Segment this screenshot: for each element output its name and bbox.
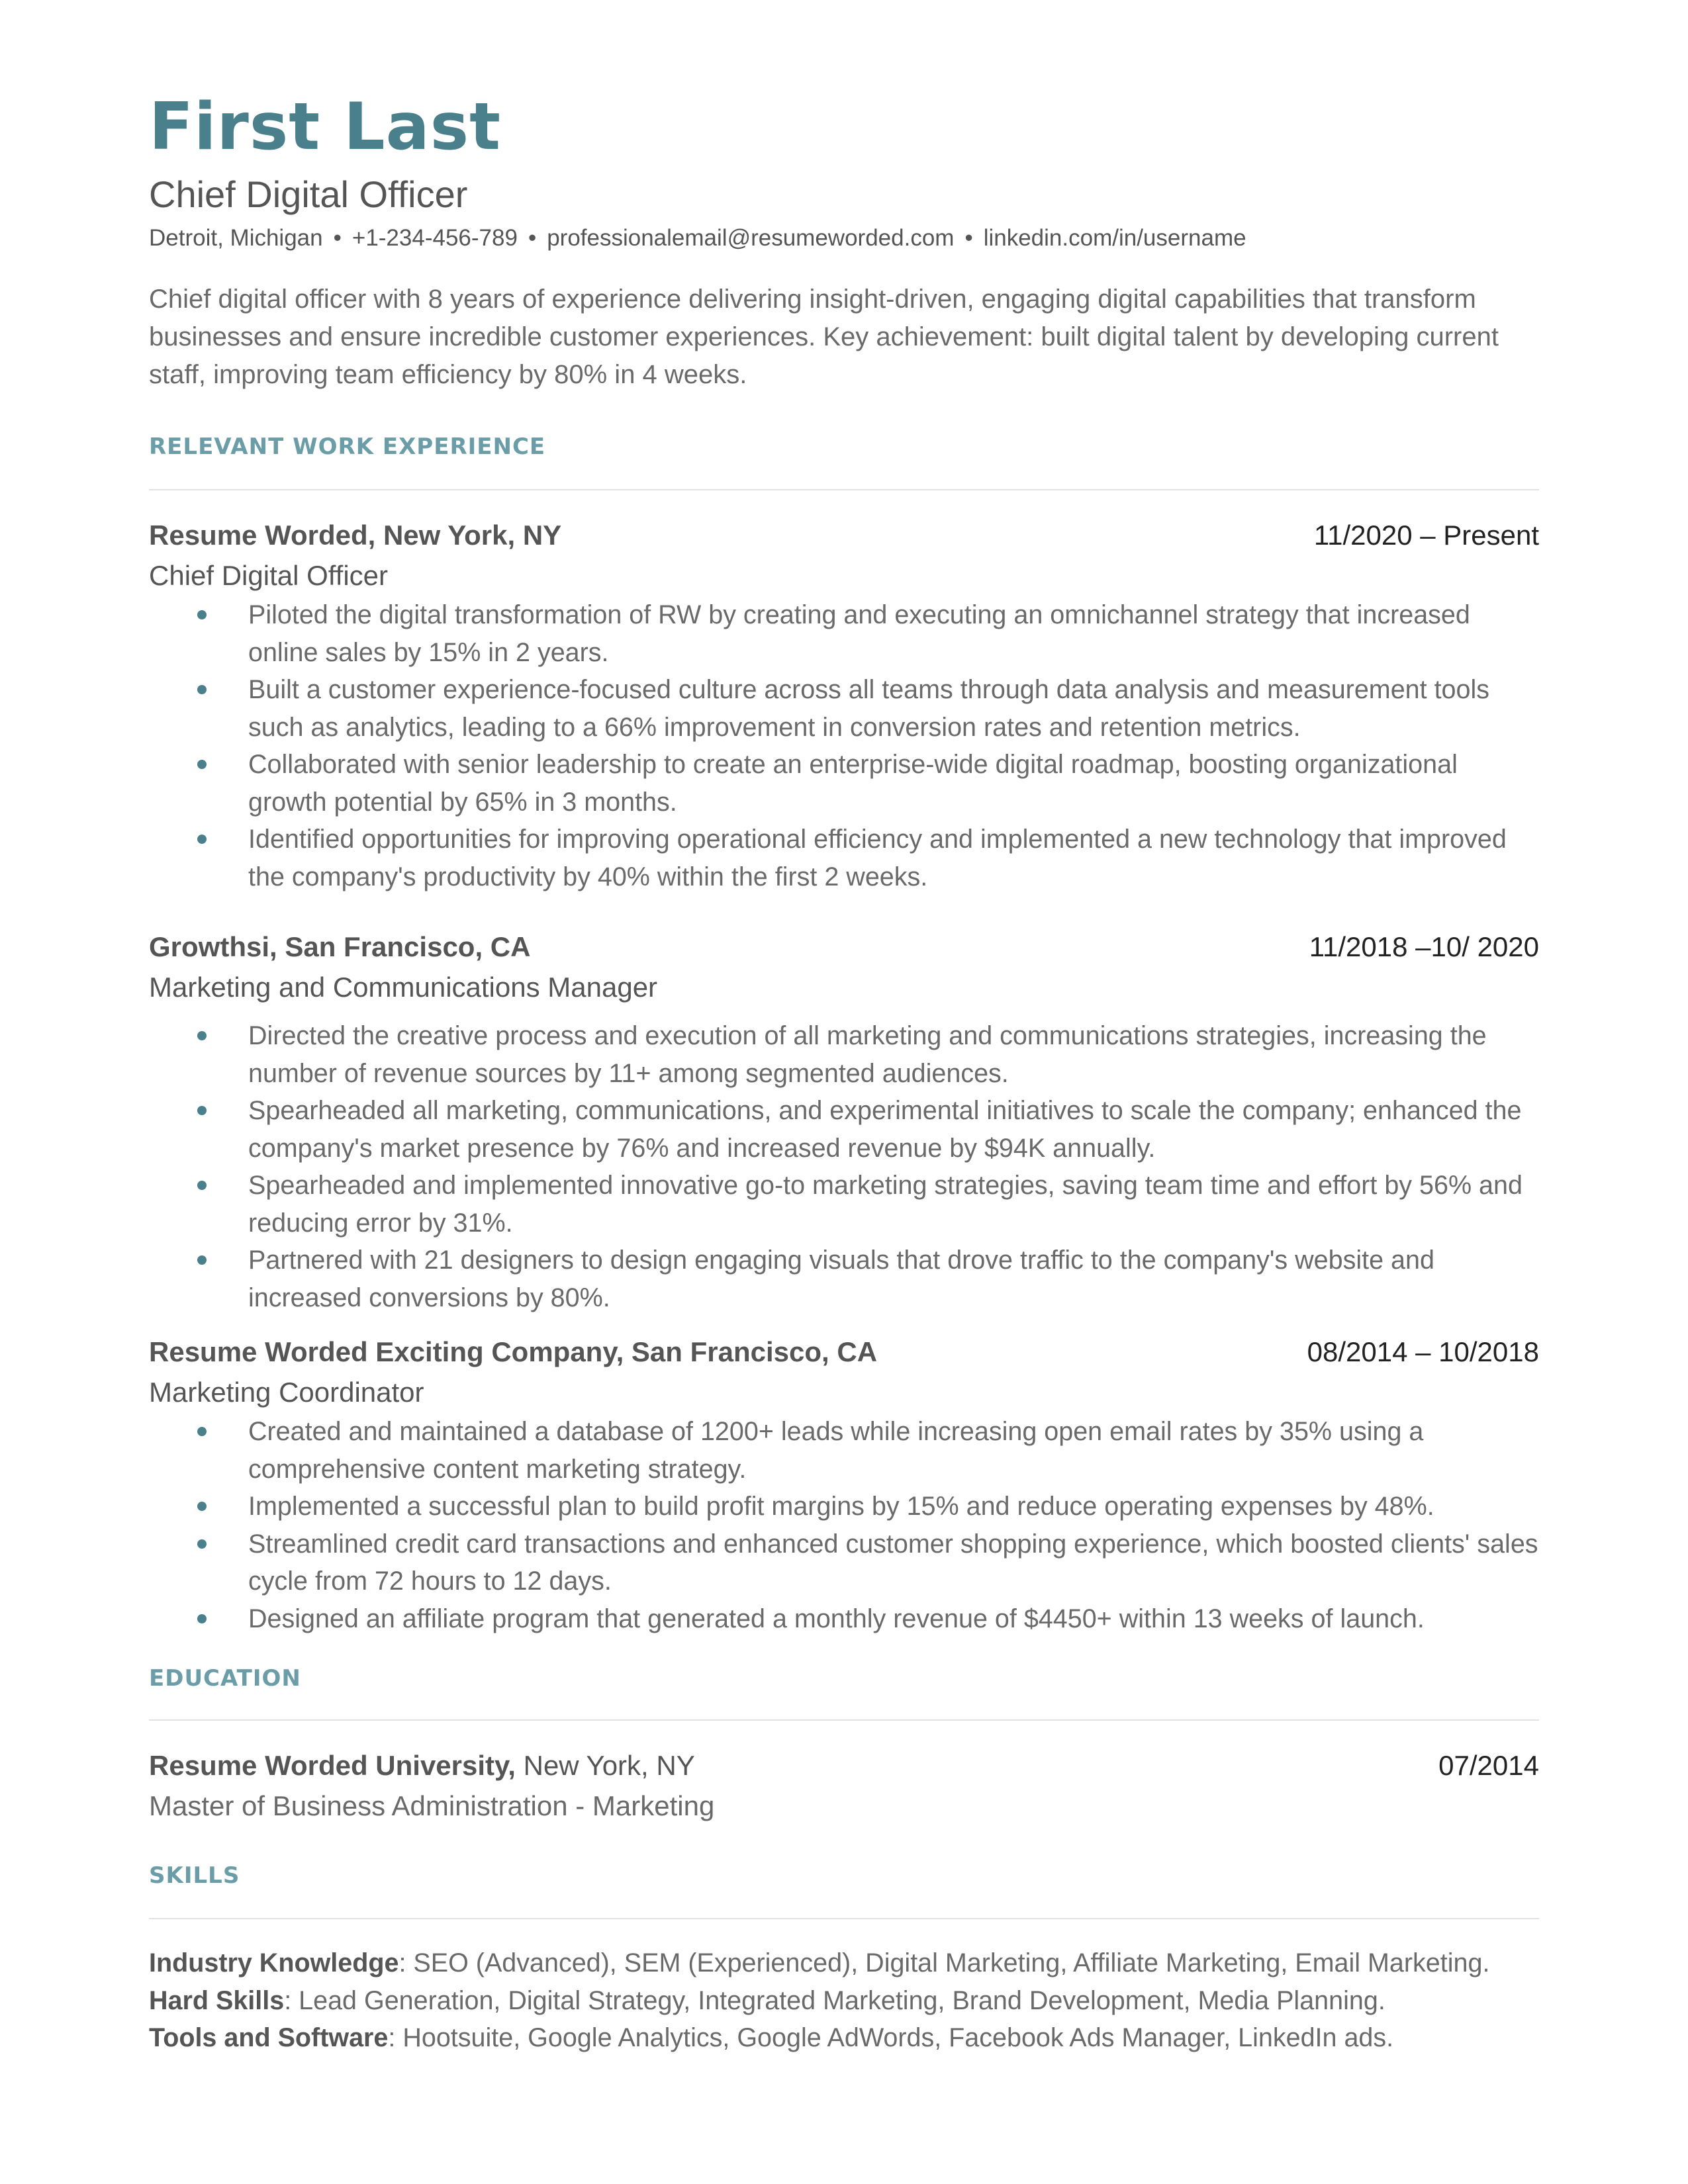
job-role: Marketing and Communications Manager [149, 972, 658, 1003]
section-divider [149, 489, 1539, 490]
job-role: Chief Digital Officer [149, 560, 389, 591]
job-header [149, 1332, 1539, 1372]
section-divider [149, 1918, 1539, 1919]
job-bullet: Collaborated with senior leadership to create an enterprise-wide digital roadmap, boosting organizational growth potential by 65% in 3 months. [248, 746, 1539, 821]
skill-row [149, 1944, 1539, 1982]
skill-label: Tools and Software [149, 2023, 389, 2052]
job-entry [149, 927, 1539, 1316]
job-bullet: Partnered with 21 designers to design engaging visuals that drove traffic to the company's website and increased conversions by 80%. [248, 1242, 1539, 1316]
job-bullet: Implemented a successful plan to build profit margins by 15% and reduce operating expenses by 48%. [248, 1488, 1539, 1525]
job-dates: 11/2018 –10/ 2020 [1309, 931, 1539, 962]
job-bullet: Designed an affiliate program that generated a monthly revenue of $4450+ within 13 weeks of launch. [248, 1600, 1539, 1638]
contact-phone: +1-234-456-789 [352, 225, 518, 251]
job-bullet: Spearheaded all marketing, communications, and experimental initiatives to scale the company; enhanced the company's market presence by 76% and increased revenue by $94K annually. [248, 1092, 1539, 1167]
job-bullet: Created and maintained a database of 1200+ leads while increasing open email rates by 35% using a comprehensive content marketing strategy. [248, 1413, 1539, 1488]
job-role: Marketing Coordinator [149, 1377, 424, 1408]
experience-heading: RELEVANT WORK EXPERIENCE [149, 433, 546, 460]
professional-summary: Chief digital officer with 8 years of experience delivering insight-driven, engaging digital capabilities that transform businesses and ensure incredible customer experiences. Key achievement: built digital talent by developing current staff, improving team efficiency by 80% in 4 weeks. [149, 285, 1499, 389]
job-company: Resume Worded, New York, NY [149, 520, 562, 551]
skill-value: : Lead Generation, Digital Strategy, Integrated Marketing, Brand Development, Media Planning. [284, 1985, 1385, 2015]
skills-list [149, 1944, 1539, 2057]
job-dates: 08/2014 – 10/2018 [1307, 1336, 1539, 1367]
contact-separator: • [333, 225, 342, 251]
skill-row [149, 1982, 1539, 2020]
education-date: 07/2014 [1438, 1750, 1539, 1781]
job-entry [149, 1332, 1539, 1637]
education-school-line [149, 1746, 695, 1786]
job-company: Growthsi, San Francisco, CA [149, 931, 531, 962]
contact-separator: • [964, 225, 973, 251]
contact-location: Detroit, Michigan [149, 225, 323, 251]
education-school: Resume Worded University, [149, 1750, 516, 1781]
job-bullets [149, 1017, 1539, 1316]
education-degree: Master of Business Administration - Marketing [149, 1790, 715, 1821]
candidate-title: Chief Digital Officer [149, 173, 468, 215]
skill-label: Industry Knowledge [149, 1948, 399, 1978]
skill-value: : SEO (Advanced), SEM (Experienced), Digital Marketing, Affiliate Marketing, Email Marketing. [399, 1948, 1490, 1978]
job-bullet: Built a customer experience-focused culture across all teams through data analysis and measurement tools such as analytics, leading to a 66% improvement in conversion rates and retention metrics. [248, 671, 1539, 746]
job-header [149, 516, 1539, 555]
job-bullet: Spearheaded and implemented innovative go-to marketing strategies, saving team time and effort by 56% and reducing error by 31%. [248, 1167, 1539, 1242]
job-bullets [149, 1413, 1539, 1637]
skill-label: Hard Skills [149, 1985, 285, 2015]
education-heading: EDUCATION [149, 1665, 301, 1692]
contact-email: professionalemail@resumeworded.com [547, 225, 955, 251]
job-bullet: Piloted the digital transformation of RW by creating and executing an omnichannel strategy that increased online sales by 15% in 2 years. [248, 596, 1539, 671]
education-header [149, 1746, 1539, 1786]
education-location: New York, NY [515, 1750, 695, 1781]
job-entry [149, 516, 1539, 895]
contact-linkedin: linkedin.com/in/username [983, 225, 1246, 251]
job-bullet: Directed the creative process and execution of all marketing and communications strategies, increasing the number of revenue sources by 11+ among segmented audiences. [248, 1017, 1539, 1092]
skills-heading: SKILLS [149, 1862, 240, 1889]
job-bullets [149, 596, 1539, 895]
candidate-name: First Last [149, 89, 501, 165]
job-company: Resume Worded Exciting Company, San Francisco, CA [149, 1336, 878, 1367]
job-header [149, 927, 1539, 967]
skill-row [149, 2019, 1539, 2057]
contact-line [149, 222, 1539, 254]
job-bullet: Identified opportunities for improving operational efficiency and implemented a new technology that improved the company's productivity by 40% within the first 2 weeks. [248, 821, 1539, 895]
section-divider [149, 1719, 1539, 1721]
education-entry [149, 1746, 1539, 1827]
job-bullet: Streamlined credit card transactions and enhanced customer shopping experience, which boosted clients' sales cycle from 72 hours to 12 days. [248, 1525, 1539, 1600]
skill-value: : Hootsuite, Google Analytics, Google AdWords, Facebook Ads Manager, LinkedIn ads. [388, 2023, 1394, 2052]
job-dates: 11/2020 – Present [1313, 520, 1539, 551]
contact-separator: • [528, 225, 537, 251]
